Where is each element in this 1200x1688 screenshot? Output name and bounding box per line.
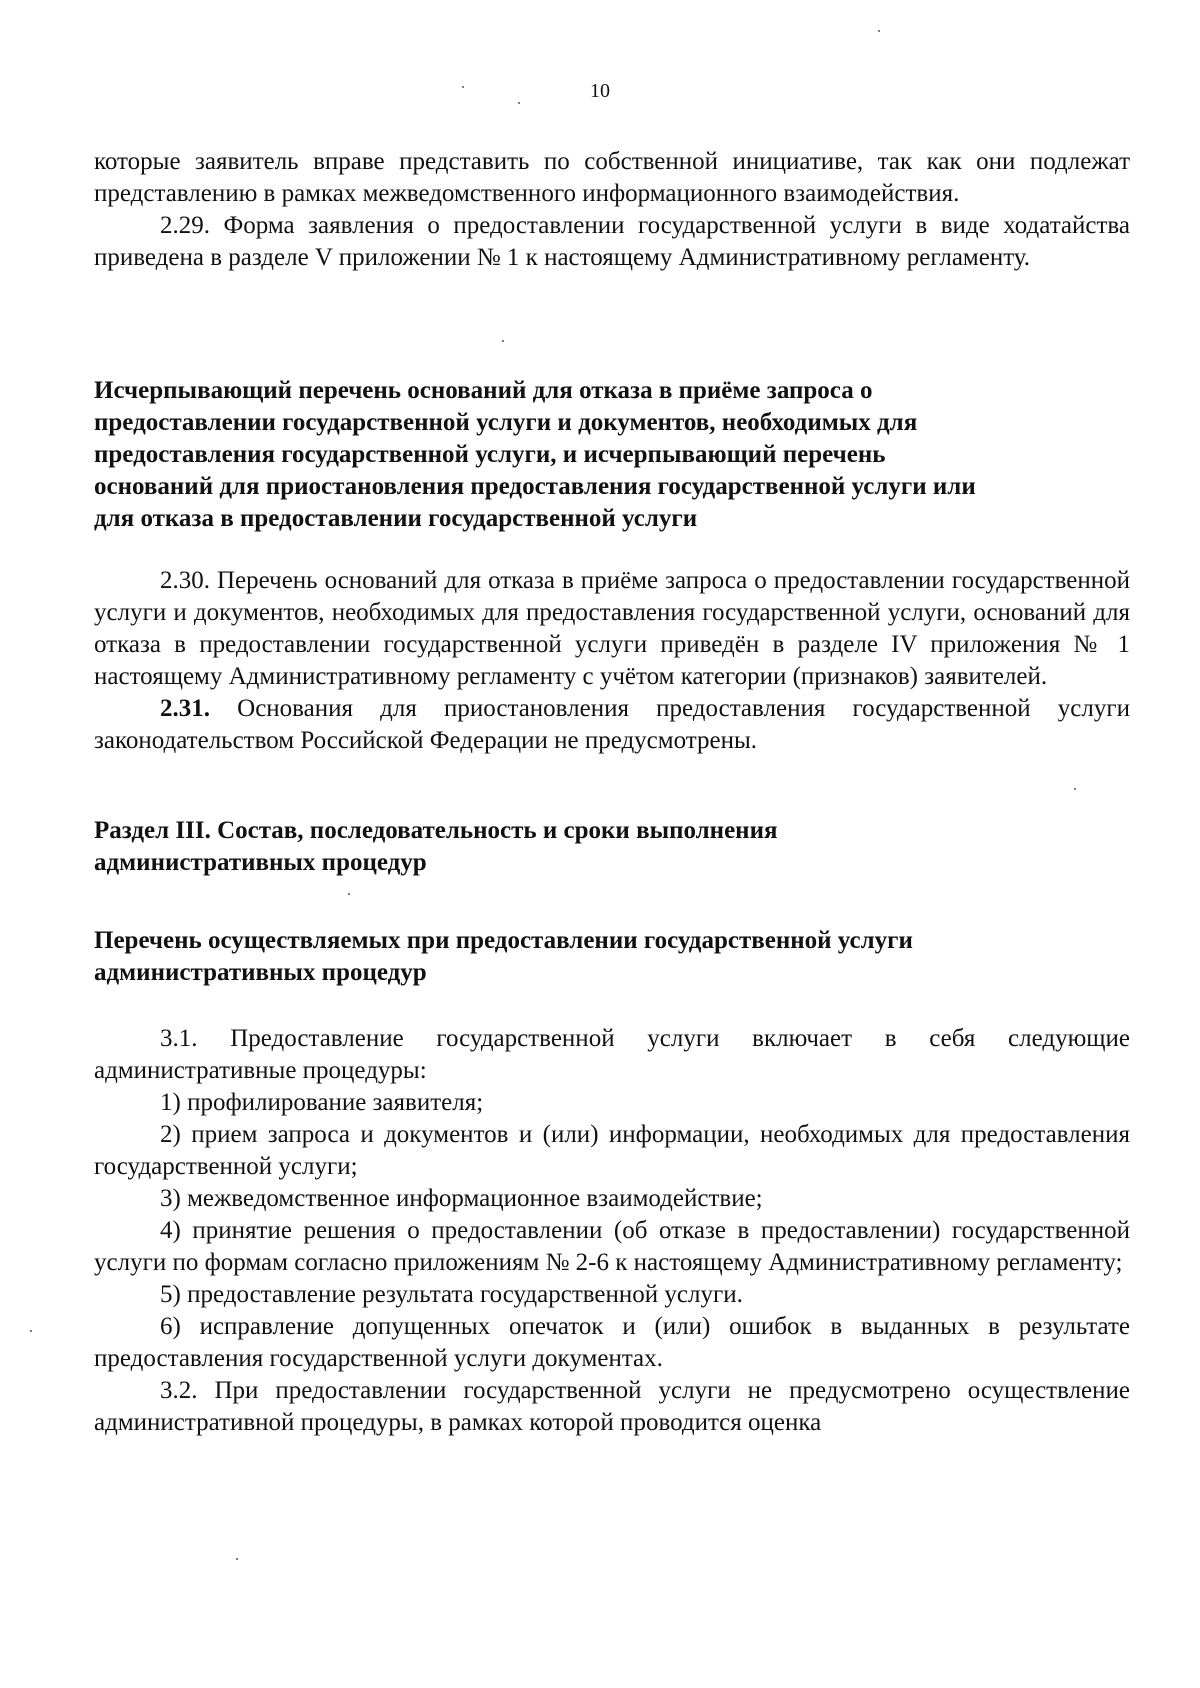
list-item: 3) межведомственное информационное взаимодействие; [160, 1185, 763, 1212]
page-number: 10 [590, 80, 610, 102]
heading-line: Раздел III. Состав, последовательность и сроки выполнения [94, 817, 778, 844]
paragraph-3-1: 3.1. Предоставление государственной услуги включает в себя следующие административные процедуры: [94, 1025, 1130, 1084]
heading-refusal-grounds [94, 375, 1130, 535]
scan-speck [878, 30, 880, 32]
heading-line: для отказа в предоставлении государственной услуги [94, 505, 698, 532]
paragraph-3-2: 3.2. При предоставлении государственной услуги не предусмотрено осуществление административной процедуры, в рамках которой проводится оценка [94, 1377, 1130, 1436]
scan-speck [30, 1330, 32, 1332]
paragraph-2-31-number: 2.31. [160, 695, 210, 722]
paragraph-2-31 [94, 693, 1130, 757]
heading-line: предоставлении государственной услуги и документов, необходимых для [94, 409, 918, 436]
list-item: 5) предоставление результата государственной услуги. [160, 1281, 743, 1308]
paragraph-2-30: 2.30. Перечень оснований для отказа в приёме запроса о предоставлении государственной услуги и документов, необходимых для предоставления государственной услуги, оснований для отказа в предоставлении государственной услуги приведён в разделе IV приложения № 1 настоящему Административному регламенту с учётом категории (признаков) заявителей. [94, 567, 1130, 690]
list-item: 4) принятие решения о предоставлении (об отказе в предоставлении) государственной услуги по формам согласно приложениям № 2-6 к настоящему Административному регламенту; [94, 1217, 1130, 1276]
scan-speck [502, 340, 504, 342]
scan-speck [348, 893, 350, 895]
scan-speck [1074, 788, 1076, 790]
list-item: 1) профилирование заявителя; [160, 1089, 484, 1116]
list-item: 6) исправление допущенных опечаток и (или) ошибок в выданных в результате предоставления государственной услуги документах. [94, 1313, 1130, 1372]
heading-line: административных процедур [94, 959, 427, 986]
heading-line: Исчерпывающий перечень оснований для отказа в приёме запроса о [94, 377, 873, 404]
heading-line: Перечень осуществляемых при предоставлении государственной услуги [94, 927, 913, 954]
paragraph-2-31-text: Основания для приостановления предоставления государственной услуги законодательством Российской Федерации не предусмотрены. [94, 695, 1130, 754]
scan-speck [518, 102, 520, 104]
heading-line: административных процедур [94, 849, 427, 876]
section-3-1-block [94, 1023, 1130, 1439]
paragraph-continuation: которые заявитель вправе представить по собственной инициативе, так как они подлежат представлению в рамках межведомственного информационного взаимодействия. [94, 148, 1130, 207]
paragraph-2-29: 2.29. Форма заявления о предоставлении государственной услуги в виде ходатайства приведена в разделе V приложении № 1 к настоящему Административному регламенту. [94, 212, 1130, 271]
intro-block [94, 146, 1130, 274]
section-2-30-block [94, 565, 1130, 757]
heading-procedures-list [94, 925, 1130, 989]
scan-speck [236, 1558, 238, 1560]
heading-line: оснований для приостановления предоставления государственной услуги или [94, 473, 976, 500]
list-item: 2) прием запроса и документов и (или) информации, необходимых для предоставления государственной услуги; [94, 1121, 1130, 1180]
heading-line: предоставления государственной услуги, и исчерпывающий перечень [94, 441, 886, 468]
heading-section-3 [94, 815, 1130, 879]
scan-speck [462, 86, 464, 88]
